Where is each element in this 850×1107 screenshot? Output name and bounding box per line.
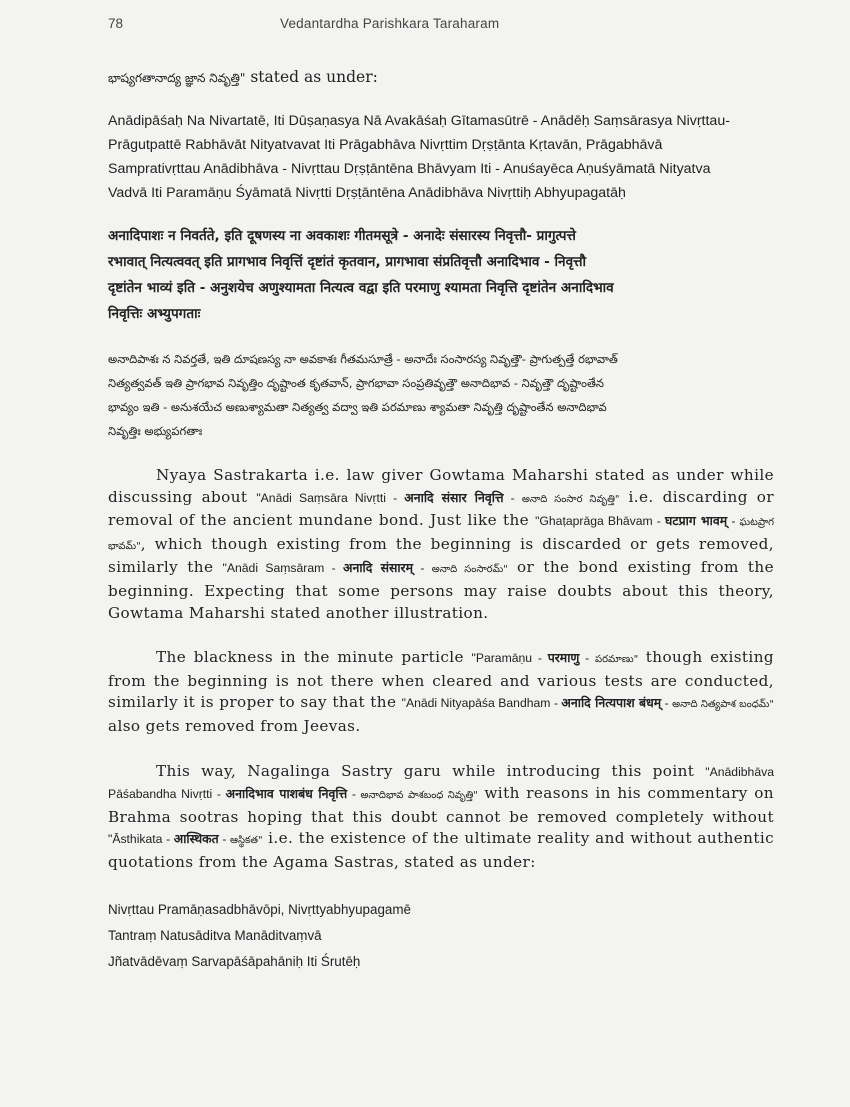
verse-line: Tantraṃ Natusāditva Manāditvaṃvā (108, 927, 322, 943)
term-transliteration: "Anādibhāva Pāśabandha Nivṛtti - (108, 764, 774, 802)
devanagari-line: अनादिपाशः न निवर्तते, इति दूषणस्य ना अवकाशः गीतमसूत्रे - अनादेः संसारस्य निवृत्तौ- प्रागुत्पत्ते (108, 228, 576, 244)
para-text: This way, Nagalinga Sastry garu while introducing this point (156, 761, 706, 780)
telugu-block (108, 347, 774, 443)
page-number: 78 (108, 16, 124, 31)
term-telugu: ఘటప్రాగ భావమ్" (108, 517, 774, 552)
para-text: The blackness in the minute particle (156, 648, 472, 667)
intro-text: stated as under: (245, 68, 378, 86)
para-text: with reasons in his commentary on Brahma sootras hoping that this doubt cannot be removed completely without (108, 784, 774, 826)
term-transliteration: "Paramāṇu - (471, 651, 548, 666)
para-text: though existing from the beginning is not there when cleared and various tests are conducted, similarly it is proper to say that the (108, 648, 774, 712)
para-text: also gets removed from Jeevas. (108, 716, 361, 735)
devanagari-block (108, 223, 774, 327)
page-header (0, 12, 850, 34)
term-telugu: అనాది సంసార నివృత్తి" (521, 493, 620, 505)
paragraph-paramanu (108, 647, 774, 737)
paragraph-gowtama (108, 465, 774, 624)
term-telugu: ఆస్థికత" (230, 835, 263, 847)
transliteration-line: Samprativṛttau Anādibhāva - Nivṛttau Dṛṣṭāntēna Bhāvyam Iti - Anuśayēca Aṇuśyāmatā Nityatva (108, 161, 711, 177)
para-text: , which though existing from the beginning is discarded or gets removed, similarly the (108, 534, 774, 577)
paragraph-nagalinga (108, 761, 774, 874)
term-transliteration: "Anādi Nityapāśa Bandham - (401, 696, 562, 711)
term-transliteration: "Anādi Saṃsāra Nivṛtti - (256, 490, 405, 505)
term-separator: - (347, 787, 361, 802)
verse-line: Jñatvādēvaṃ Sarvapāśāpahāniḥ Iti Śrutēḥ (108, 953, 361, 969)
term-devanagari: अनादिभाव पाशबंध निवृत्ति (225, 786, 348, 802)
term-transliteration: "Ghaṭaprāga Bhāvam - (535, 514, 666, 529)
transliteration-line: Prāgutpattē Rabhāvāt Nityatvavat Iti Prāgabhāva Nivṛttim Dṛṣṭānta Kṛtavān, Prāgabhāvā (108, 137, 663, 153)
telugu-line: నివృత్తిః అభ్యుపగతాః (108, 424, 203, 438)
verse-block (108, 897, 774, 975)
term-telugu: అనాదిభావ పాశబంధ నివృత్తి" (360, 790, 478, 802)
term-devanagari: घटप्राग भावम् (665, 513, 728, 529)
transliteration-line: Anādipāśaḥ Na Nivartatē, Iti Dūṣaṇasya Nā Avakāśaḥ Gītamasūtrē - Anādēḥ Saṃsārasya Nivṛttau- (108, 113, 730, 129)
telugu-line: భావ్యం ఇతి - అనుశయేచ అణుశ్యామతా నిత్యత్వ వద్వా ఇతి పరమాణు శ్యామతా నివృత్తి దృష్టాంతేన అనాదిభావ (108, 400, 607, 414)
term-devanagari: आस्थिकत (173, 831, 219, 847)
term-separator: - (413, 561, 432, 576)
term-telugu: పరమాణు" (595, 654, 639, 666)
devanagari-line: रभावात् नित्यत्ववत् इति प्रागभाव निवृत्तिं दृष्टांतं कृतवान, प्रागभावा संप्रतिवृत्तौ अनादिभाव - निवृत्तौ (108, 254, 587, 270)
term-devanagari: अनादि नित्यपाश बंधम् (561, 695, 662, 711)
term-separator: - (579, 651, 596, 666)
verse-line: Nivṛttau Pramāṇasadbhāvōpi, Nivṛttyabhyupagamē (108, 901, 411, 917)
term-devanagari: परमाणु (547, 650, 580, 666)
term-separator: - (218, 832, 231, 847)
term-separator: - (661, 696, 673, 711)
term-separator: - (727, 514, 740, 529)
para-text: or the bond existing from the beginning. Expecting that some persons may raise doubts about this theory, Gowtama Maharshi stated another illustration. (108, 558, 774, 622)
transliteration-line: Vadvā Iti Paramāṇu Śyāmatā Nivṛtti Dṛṣṭāntēna Anādibhāva Nivṛttiḥ Abhyupagatāḥ (108, 185, 626, 201)
term-transliteration: "Anādi Saṃsāram - (222, 561, 343, 576)
term-separator: - (503, 490, 522, 505)
term-devanagari: अनादि संसार निवृत्ति (404, 489, 504, 505)
para-text: i.e. discarding or removal of the ancient mundane bond. Just like the (108, 487, 775, 530)
term-telugu: అనాది సంసారమ్" (431, 564, 508, 576)
intro-line (108, 66, 774, 89)
transliteration-block (108, 109, 774, 205)
page-body (108, 66, 774, 975)
term-devanagari: अनादि संसारम् (342, 560, 414, 576)
running-title: Vedantardha Parishkara Taraharam (280, 16, 500, 31)
para-text: Nyaya Sastrakarta i.e. law giver Gowtama Maharshi stated as under while discussing about (108, 466, 774, 506)
intro-telugu: భాష్యగతానాద్య జ్ఞాన నివృత్తి" (108, 71, 246, 85)
devanagari-line: दृष्टांतेन भाव्यं इति - अनुशयेच अणुश्यामता नित्यत्व वद्वा इति परमाणु श्यामता निवृत्ति दृष्टांतेन अनादिभाव (108, 280, 614, 296)
para-text: i.e. the existence of the ultimate reality and without authentic quotations from the Agama Sastras, stated as under: (108, 829, 774, 871)
term-transliteration: "Āsthikata - (108, 832, 174, 847)
telugu-line: నిత్యత్వవత్ ఇతి ప్రాగభావ నివృత్తిం దృష్టాంత కృతవాన్, ప్రాగభావా సంప్రతివృత్తౌ అనాదిభావ - నివృత్తౌ దృష్టాంతేన (108, 376, 604, 390)
devanagari-line: निवृत्तिः अभ्युपगताः (108, 306, 201, 322)
telugu-line: అనాదిపాశః న నివర్తతే, ఇతి దూషణస్య నా అవకాశః గీతమసూత్రే - అనాదేః సంసారస్య నివృత్తౌ- ప్రాగుత్పత్తే రభావాత్ (108, 352, 618, 366)
term-telugu: అనాది నిత్యపాశ బంధమ్" (672, 699, 774, 711)
